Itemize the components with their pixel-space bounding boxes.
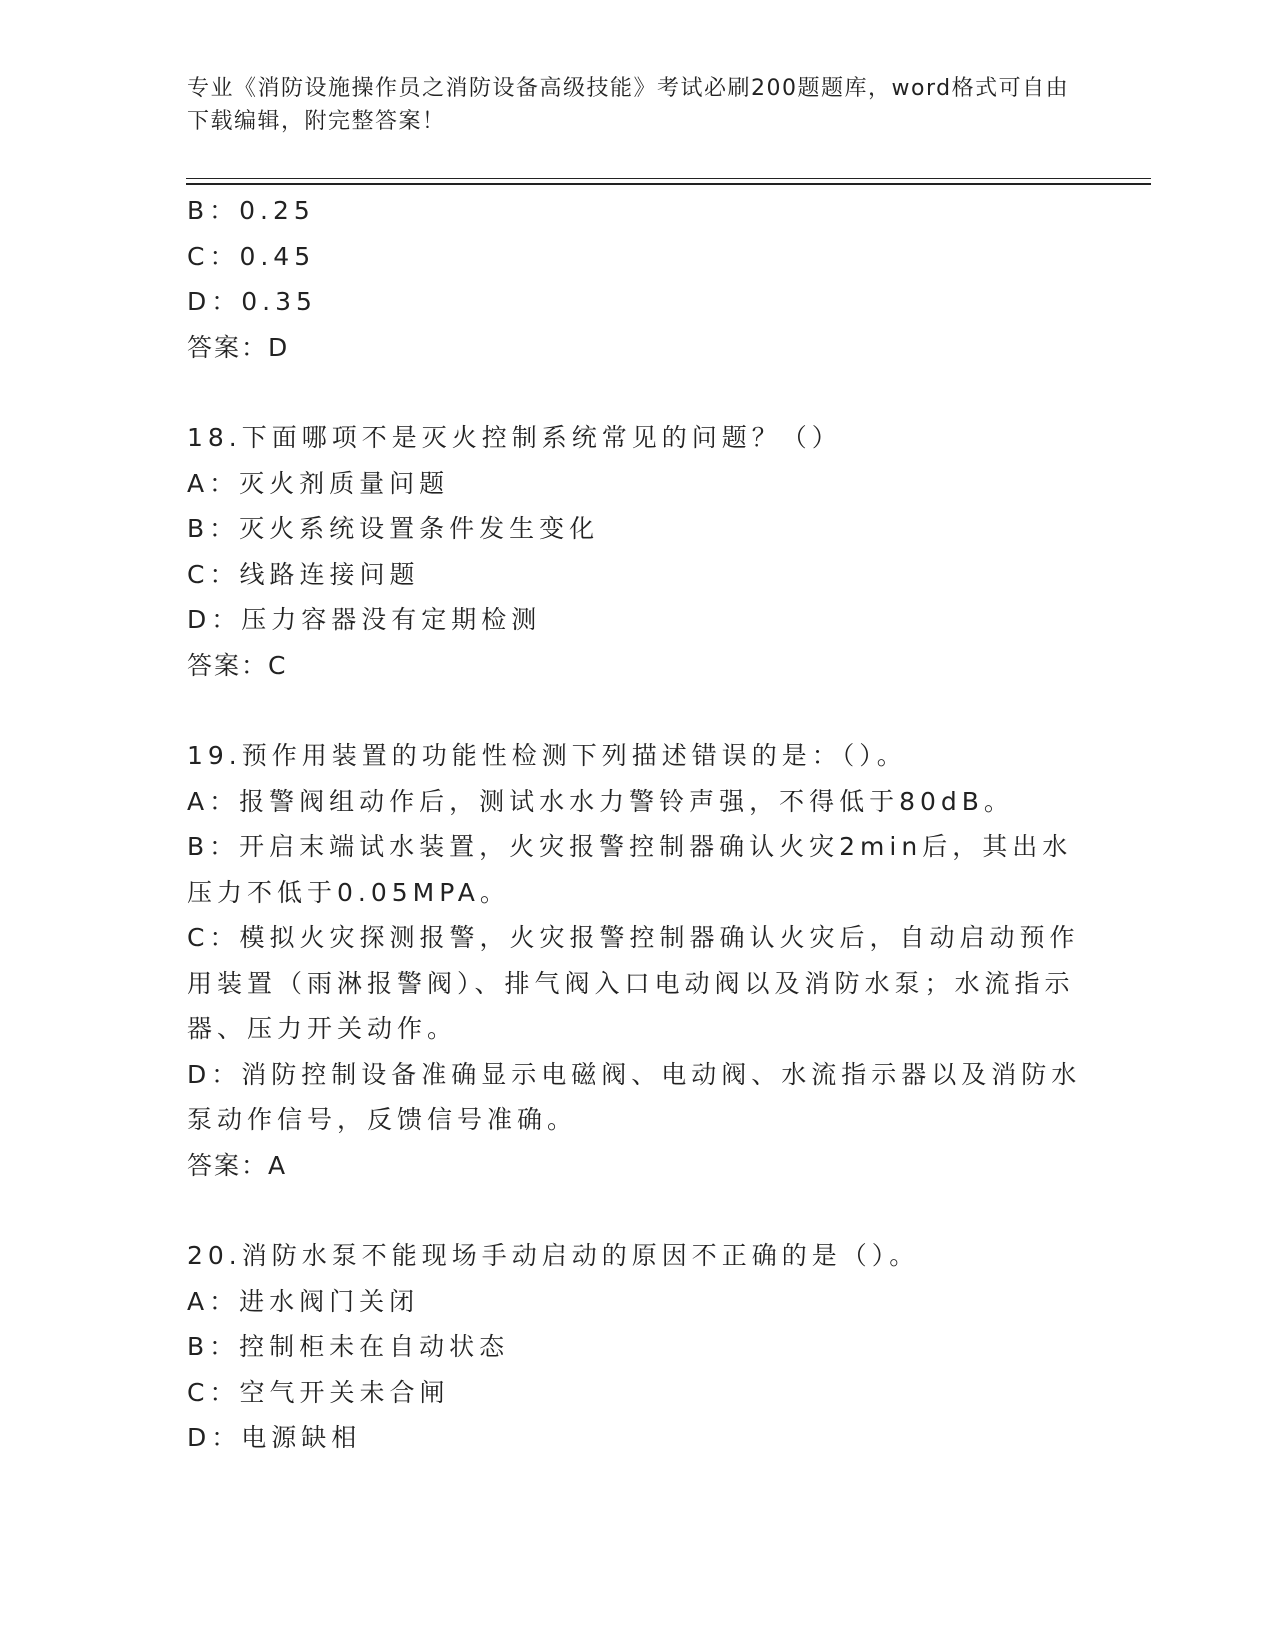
option-b: B：开启末端试水装置，火灾报警控制器确认火灾2min后，其出水压力不低于0.05MPA。 — [187, 832, 1073, 907]
answer-line: 答案：D — [187, 332, 290, 362]
document-header: 专业《消防设施操作员之消防设备高级技能》考试必刷200题题库，word格式可自由下载编辑，附完整答案！ — [187, 76, 1070, 134]
option-b: B：控制柜未在自动状态 — [187, 1332, 510, 1361]
question-stem: 19.预作用装置的功能性检测下列描述错误的是：（）。 — [187, 741, 907, 770]
option-a: A：进水阀门关闭 — [187, 1286, 420, 1316]
option-c: C：线路连接问题 — [187, 559, 420, 589]
question-content — [187, 188, 1087, 1461]
option-c: C：0.45 — [187, 241, 316, 271]
option-a: A：报警阀组动作后，测试水水力警铃声强，不得低于80dB。 — [187, 786, 1014, 816]
option-d: D：消防控制设备准确显示电磁阀、电动阀、水流指示器以及消防水泵动作信号，反馈信号准确。 — [187, 1059, 1082, 1134]
option-d: D：压力容器没有定期检测 — [187, 605, 542, 634]
option-b: B：灭火系统设置条件发生变化 — [187, 514, 600, 543]
question-18 — [187, 415, 1087, 688]
partial-question — [187, 188, 1087, 370]
header-divider-thin — [186, 178, 1151, 179]
question-19 — [187, 733, 1087, 1188]
answer-line: 答案：C — [187, 650, 288, 680]
answer-line: 答案：A — [187, 1150, 288, 1180]
option-d: D：电源缺相 — [187, 1423, 362, 1452]
option-c: C：空气开关未合闸 — [187, 1377, 450, 1407]
option-d: D：0.35 — [187, 287, 317, 316]
question-20 — [187, 1233, 1087, 1461]
option-b: B：0.25 — [187, 196, 315, 225]
question-stem: 20.消防水泵不能现场手动启动的原因不正确的是（）。 — [187, 1241, 920, 1270]
question-stem: 18.下面哪项不是灭火控制系统常见的问题？（） — [187, 423, 842, 452]
header-divider-thick — [186, 183, 1151, 185]
option-a: A：灭火剂质量问题 — [187, 468, 450, 498]
option-c: C：模拟火灾探测报警，火灾报警控制器确认火灾后，自动启动预作用装置（雨淋报警阀）、排气阀入口电动阀以及消防水泵；水流指示器、压力开关动作。 — [187, 923, 1080, 1043]
